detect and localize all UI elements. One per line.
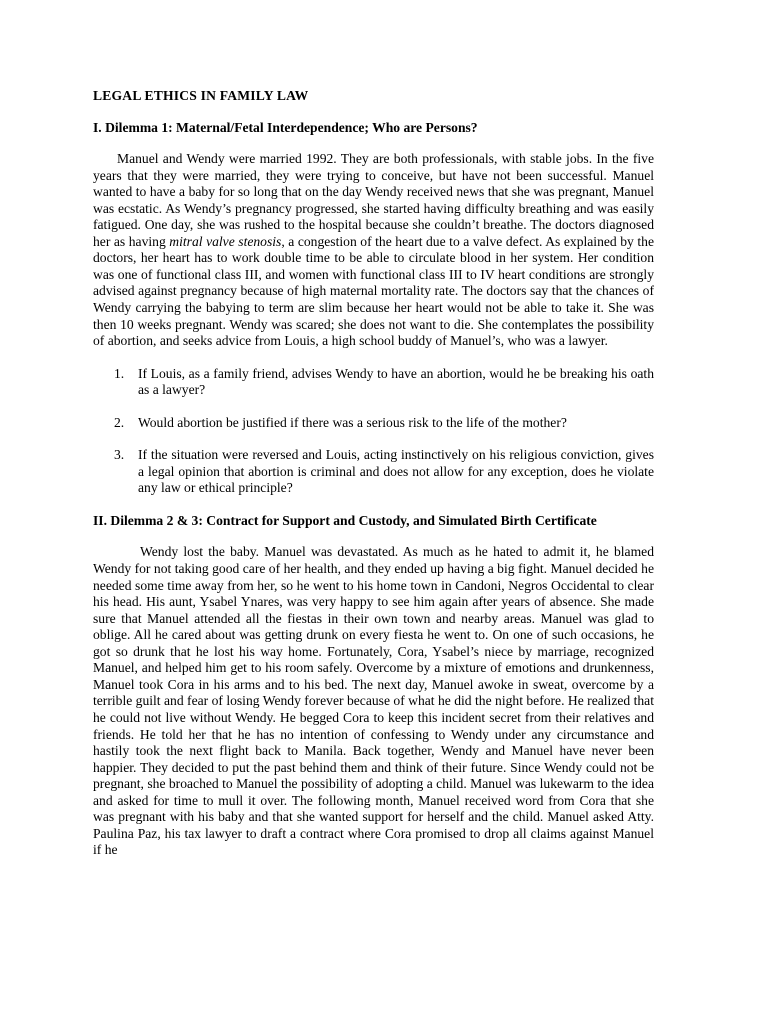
question-text: If Louis, as a family friend, advises Wendy to have an abortion, would he be breaking his oath as a lawyer? <box>138 365 654 398</box>
question-list <box>93 366 654 497</box>
question-item <box>93 366 654 399</box>
question-item <box>93 415 654 432</box>
question-text: Would abortion be justified if there was a serious risk to the life of the mother? <box>138 414 567 430</box>
question-number: 3. <box>114 447 125 463</box>
section-dilemma-2-3 <box>93 513 654 859</box>
question-number: 1. <box>114 365 125 381</box>
question-number: 2. <box>114 414 125 430</box>
question-text: If the situation were reversed and Louis, acting instinctively on his religious conviction, gives a legal opinion that abortion is criminal and does not allow for any exception, does he violate any law or ethical principle? <box>138 447 654 496</box>
document-title: LEGAL ETHICS IN FAMILY LAW <box>93 88 309 103</box>
paragraph-text-part-1: Manuel and Wendy were married 1992. They are both professionals, with stable jobs. In the five years that they were married, they were trying to conceive, but have not been successful. Manuel wanted to have a baby for so long that on the day Wendy received news that she was pregnant, Manuel was ecstatic. As Wendy’s pregnancy progressed, she started having difficulty breathing and was easily fatigued. One day, she was rushed to the hospital because she couldn’t breathe. The doctors diagnosed her as having <box>93 151 654 249</box>
body-paragraph-dilemma-2-3: Wendy lost the baby. Manuel was devastated. As much as he hated to admit it, he blamed Wendy for not taking good care of her health, and they ended up having a big fight. Manuel decided he needed some time away from her, so he went to his home town in Candoni, Negros Occidental to clear his head. His aunt, Ysabel Ynares, was very happy to see him again after years of absence. She made sure that Manuel attended all the fiestas in their own town and nearby areas. Manuel was glad to oblige. All he cared about was getting drunk on every fiesta he went to. On one of such occasions, he got so drunk that he lost his way home. Fortunately, Cora, Ysabel’s niece by marriage, recognized Manuel, and helped him get to his room safely. Overcome by a mixture of emotions and drunkenness, Manuel took Cora in his arms and to his bed. The next day, Manuel awoke in sweat, overcome by a terrible guilt and fear of losing Wendy forever because of what he did the night before. He realized that he could not live without Wendy. He begged Cora to keep this incident secret from their relatives and friends. He told her that he has no intention of confessing to Wendy under any circumstance and hastily took the next flight back to Manila. Back together, Wendy and Manuel have never been happier. They decided to put the past behind them and think of their future. Since Wendy could not be pregnant, she broached to Manuel the possibility of adopting a child. Manuel was lukewarm to the idea and asked for time to mull it over. The following month, Manuel received word from Cora that she was pregnant with his baby and that she wanted support for herself and the child. Manuel asked Atty. Paulina Paz, his tax lawyer to draft a contract where Cora promised to drop all claims against Manuel if he <box>93 544 654 858</box>
section-heading-dilemma-2-3: II. Dilemma 2 & 3: Contract for Support and Custody, and Simulated Birth Certificate <box>93 512 597 528</box>
question-item <box>93 447 654 497</box>
body-paragraph-dilemma-1 <box>93 151 654 350</box>
section-dilemma-1 <box>93 120 654 497</box>
paragraph-emphasis-term: mitral valve stenosis <box>169 233 282 249</box>
paragraph-text-part-2: , a congestion of the heart due to a valve defect. As explained by the doctors, her heart has to work double time to be able to circulate blood in her system. Her condition was one of functional class III, and women with functional class III to IV heart conditions are strongly advised against pregnancy because of high maternal mortality rate. The doctors say that the chances of Wendy carrying the babying to term are slim because her heart would not be able to take it. She was then 10 weeks pregnant. Wendy was scared; she does not want to die. She contemplates the possibility of abortion, and seeks advice from Louis, a high school buddy of Manuel’s, who was a lawyer. <box>93 233 654 349</box>
section-heading-dilemma-1: I. Dilemma 1: Maternal/Fetal Interdependence; Who are Persons? <box>93 119 478 135</box>
